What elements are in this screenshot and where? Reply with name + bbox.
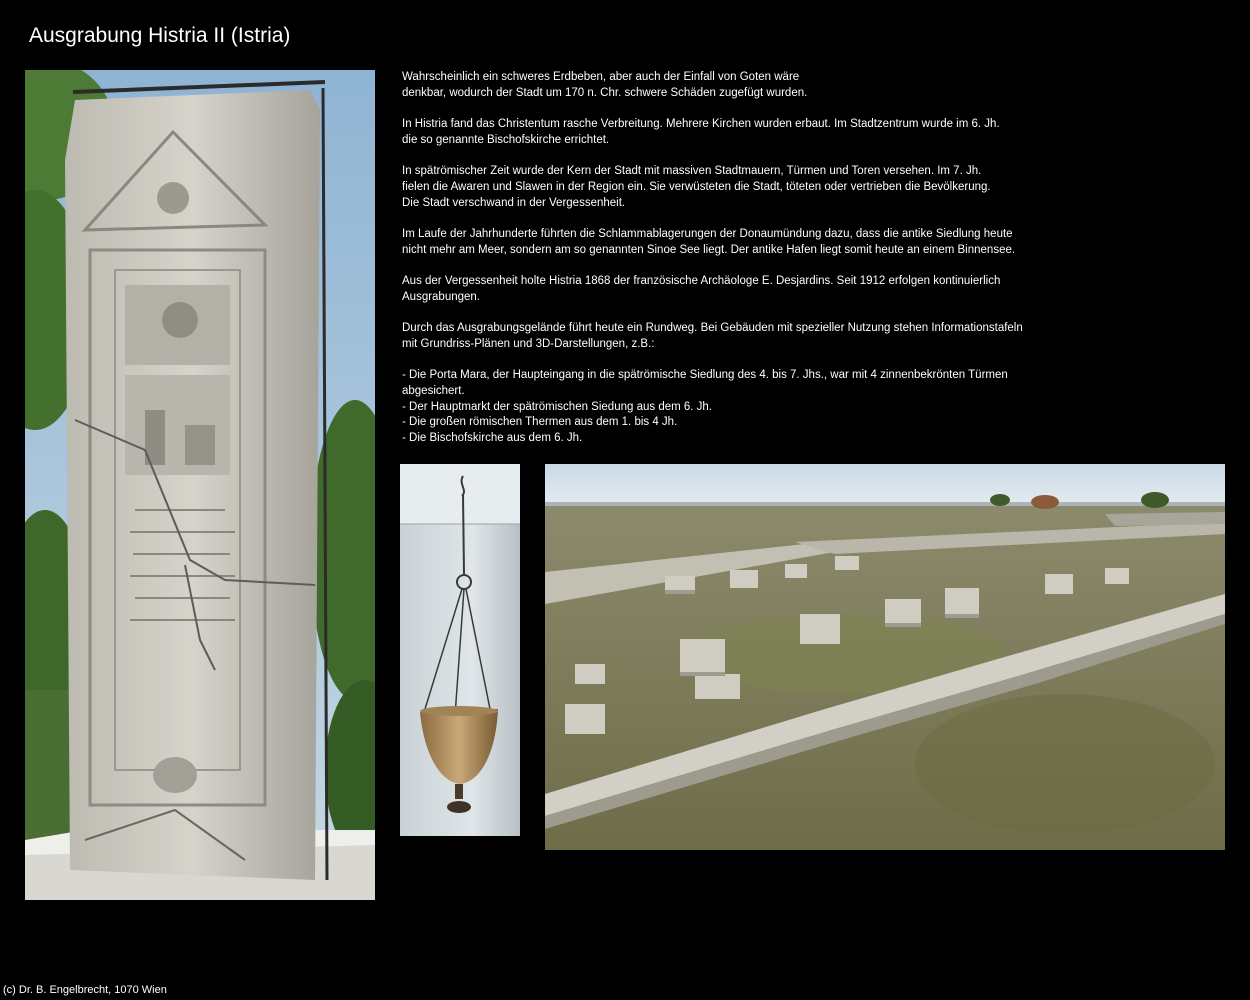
paragraph: Im Laufe der Jahrhunderte führten die Schlammablagerungen der Donaumündung dazu, dass die antike Siedlung heute nicht mehr am Meer, sondern am so genannten Sinoe See liegt. Der antike Hafen liegt somit heute an einem Binnensee. [402,227,1016,256]
lamp-photo [400,464,520,836]
copyright-footer: (c) Dr. B. Engelbrecht, 1070 Wien [3,984,167,996]
paragraph: Aus der Vergessenheit holte Histria 1868 der französische Archäologe E. Desjardins. Seit 1912 erfolgen kontinuierlich Ausgrabungen. [402,275,1001,303]
stele-image [25,70,375,900]
list-item: - Der Hauptmarkt der spätrömischen Siedung aus dem 6. Jh. [402,400,713,413]
list-item: - Die Bischofskirche aus dem 6. Jh. [402,432,583,445]
paragraph: In Histria fand das Christentum rasche Verbreitung. Mehrere Kirchen wurden erbaut. Im Stadtzentrum wurde im 6. Jh. die so genannte Bischofskirche errichtet. [402,118,1000,146]
lamp-image [400,464,520,836]
excavation-photo [545,464,1225,850]
excavation-image [545,464,1225,850]
building-list [402,368,1072,447]
stele-photo [25,70,375,900]
description-text [402,70,1072,447]
page-title: Ausgrabung Histria II (Istria) [29,24,291,47]
paragraph: Durch das Ausgrabungsgelände führt heute ein Rundweg. Bei Gebäuden mit spezieller Nutzung stehen Informationstafeln mit Grundriss-Plänen und 3D-Darstellungen, z.B.: [402,322,1023,350]
paragraph: Wahrscheinlich ein schweres Erdbeben, aber auch der Einfall von Goten wäre denkbar, wodurch der Stadt um 170 n. Chr. schwere Schäden zugefügt wurden. [402,71,808,99]
paragraph: In spätrömischer Zeit wurde der Kern der Stadt mit massiven Stadtmauern, Türmen und Toren versehen. Im 7. Jh. fielen die Awaren und Slawen in der Region ein. Sie verwüsteten die Stadt, töteten oder vertrieben die Bevölkerung. Die Stadt verschwand in der Vergessenheit. [402,165,991,209]
list-item: - Die Porta Mara, der Haupteingang in die spätrömische Siedlung des 4. bis 7. Jhs., war mit 4 zinnenbekrönten Türmen abgesichert. [402,369,1008,397]
list-item: - Die großen römischen Thermen aus dem 1. bis 4 Jh. [402,416,678,429]
